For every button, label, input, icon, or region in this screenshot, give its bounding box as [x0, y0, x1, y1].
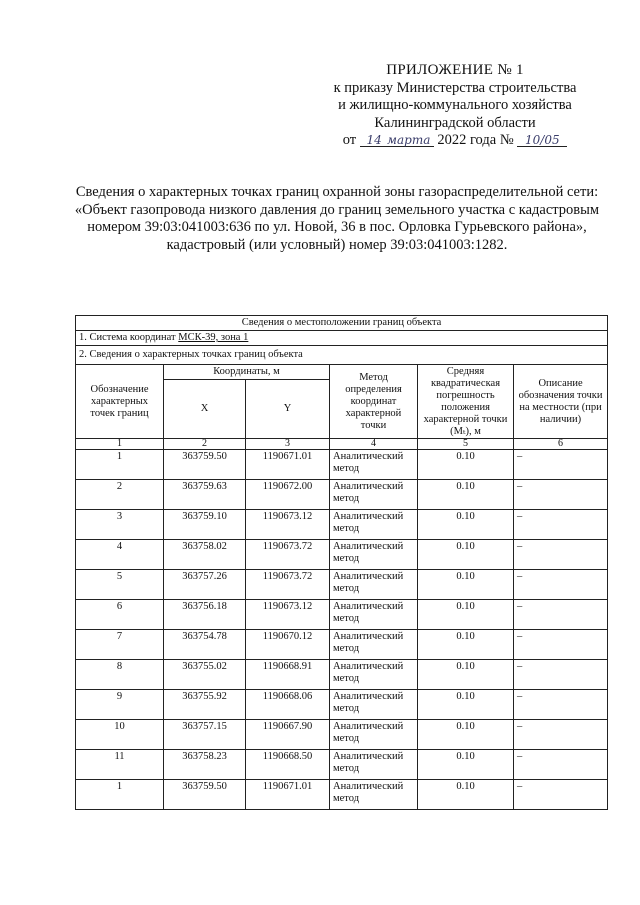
method: Аналитический метод: [330, 510, 418, 540]
point-description: –: [514, 450, 608, 480]
y-coordinate: 1190668.91: [246, 660, 330, 690]
mean-error: 0.10: [418, 750, 514, 780]
handwritten-day: 14: [360, 134, 384, 147]
column-number: 4: [330, 439, 418, 450]
table-row: [76, 780, 608, 810]
method: Аналитический метод: [330, 450, 418, 480]
y-coordinate: 1190668.50: [246, 750, 330, 780]
point-number: 1: [76, 450, 164, 480]
table-caption: Сведения о местоположении границ объекта: [76, 316, 608, 331]
point-description: –: [514, 660, 608, 690]
column-number: 3: [246, 439, 330, 450]
x-coordinate: 363756.18: [164, 600, 246, 630]
coordinate-system-value: МСК-39, зона 1: [178, 332, 249, 343]
coordinate-system-label: 1. Система координат: [79, 332, 179, 343]
point-number: 9: [76, 690, 164, 720]
mean-error: 0.10: [418, 540, 514, 570]
column-number: 1: [76, 439, 164, 450]
order-line-2: и жилищно-коммунального хозяйства: [338, 97, 572, 113]
point-description: –: [514, 690, 608, 720]
order-date-line: [300, 132, 610, 150]
handwritten-order-number: 10/05: [517, 134, 567, 147]
appendix-title: ПРИЛОЖЕНИЕ № 1: [386, 62, 524, 78]
appendix-header: [300, 62, 610, 150]
table-row: [76, 690, 608, 720]
x-coordinate: 363754.78: [164, 630, 246, 660]
column-number: 5: [418, 439, 514, 450]
y-coordinate: 1190671.01: [246, 780, 330, 810]
method: Аналитический метод: [330, 630, 418, 660]
mean-error: 0.10: [418, 660, 514, 690]
y-coordinate: 1190673.72: [246, 570, 330, 600]
column-number: 6: [514, 439, 608, 450]
point-description: –: [514, 600, 608, 630]
point-number: 10: [76, 720, 164, 750]
table-row: [76, 540, 608, 570]
y-coordinate: 1190673.12: [246, 510, 330, 540]
point-number: 6: [76, 600, 164, 630]
x-coordinate: 363757.26: [164, 570, 246, 600]
mean-error: 0.10: [418, 720, 514, 750]
col-header-method: Метод определения координат характерной точки: [330, 365, 418, 439]
date-year: 2022 года №: [437, 132, 514, 148]
coordinate-system-row: [76, 331, 608, 346]
date-prefix: от: [342, 132, 357, 148]
y-coordinate: 1190673.12: [246, 600, 330, 630]
table-row: [76, 510, 608, 540]
table-row: [76, 450, 608, 480]
table-row: [76, 630, 608, 660]
point-description: –: [514, 540, 608, 570]
mean-error: 0.10: [418, 450, 514, 480]
col-header-description: Описание обозначения точки на местности (при наличии): [514, 365, 608, 439]
method: Аналитический метод: [330, 660, 418, 690]
mean-error: 0.10: [418, 630, 514, 660]
y-coordinate: 1190667.90: [246, 720, 330, 750]
column-number-row: [76, 439, 608, 450]
mean-error: 0.10: [418, 600, 514, 630]
method: Аналитический метод: [330, 720, 418, 750]
point-number: 5: [76, 570, 164, 600]
x-coordinate: 363758.02: [164, 540, 246, 570]
point-description: –: [514, 750, 608, 780]
point-description: –: [514, 720, 608, 750]
table-row: [76, 660, 608, 690]
point-description: –: [514, 780, 608, 810]
mean-error: 0.10: [418, 480, 514, 510]
column-number: 2: [164, 439, 246, 450]
method: Аналитический метод: [330, 780, 418, 810]
x-coordinate: 363759.50: [164, 780, 246, 810]
points-section-label: 2. Сведения о характерных точках границ объекта: [76, 346, 608, 365]
y-coordinate: 1190670.12: [246, 630, 330, 660]
mean-error: 0.10: [418, 570, 514, 600]
point-number: 3: [76, 510, 164, 540]
point-description: –: [514, 510, 608, 540]
method: Аналитический метод: [330, 750, 418, 780]
method: Аналитический метод: [330, 690, 418, 720]
y-coordinate: 1190672.00: [246, 480, 330, 510]
point-number: 1: [76, 780, 164, 810]
y-coordinate: 1190668.06: [246, 690, 330, 720]
col-header-x: X: [164, 380, 246, 439]
mean-error: 0.10: [418, 780, 514, 810]
x-coordinate: 363755.02: [164, 660, 246, 690]
x-coordinate: 363757.15: [164, 720, 246, 750]
point-description: –: [514, 570, 608, 600]
order-line-1: к приказу Министерства строительства: [333, 79, 577, 96]
x-coordinate: 363759.50: [164, 450, 246, 480]
y-coordinate: 1190673.72: [246, 540, 330, 570]
point-number: 7: [76, 630, 164, 660]
mean-error: 0.10: [418, 510, 514, 540]
point-number: 8: [76, 660, 164, 690]
method: Аналитический метод: [330, 570, 418, 600]
point-description: –: [514, 480, 608, 510]
point-description: –: [514, 630, 608, 660]
point-number: 4: [76, 540, 164, 570]
col-header-designation: Обозначение характерных точек границ: [76, 365, 164, 439]
boundary-points-table: [75, 315, 608, 810]
table-row: [76, 750, 608, 780]
table-row: [76, 480, 608, 510]
x-coordinate: 363759.63: [164, 480, 246, 510]
handwritten-month: марта: [384, 134, 434, 147]
order-line-3: Калининградской области: [374, 114, 536, 131]
table-row: [76, 570, 608, 600]
method: Аналитический метод: [330, 480, 418, 510]
col-header-error: Средняя квадратическая погрешность положения характерной точки (Mₜ), м: [418, 365, 514, 439]
table-row: [76, 600, 608, 630]
method: Аналитический метод: [330, 600, 418, 630]
y-coordinate: 1190671.01: [246, 450, 330, 480]
mean-error: 0.10: [418, 690, 514, 720]
table-row: [76, 720, 608, 750]
x-coordinate: 363759.10: [164, 510, 246, 540]
point-number: 2: [76, 480, 164, 510]
intro-paragraph: Сведения о характерных точках границ охранной зоны газораспределительной сети: «Объект газопровода низкого давления до границ земельного участка с кадастровым номером 39:03:041003:636 по ул. Новой, 36 в пос. Орловка Гурьевского района», кадастровый (или условный) номер 39:03:041003:1282.: [74, 184, 600, 253]
col-header-coordinates: Координаты, м: [164, 365, 330, 380]
x-coordinate: 363758.23: [164, 750, 246, 780]
x-coordinate: 363755.92: [164, 690, 246, 720]
point-number: 11: [76, 750, 164, 780]
col-header-y: Y: [246, 380, 330, 439]
method: Аналитический метод: [330, 540, 418, 570]
